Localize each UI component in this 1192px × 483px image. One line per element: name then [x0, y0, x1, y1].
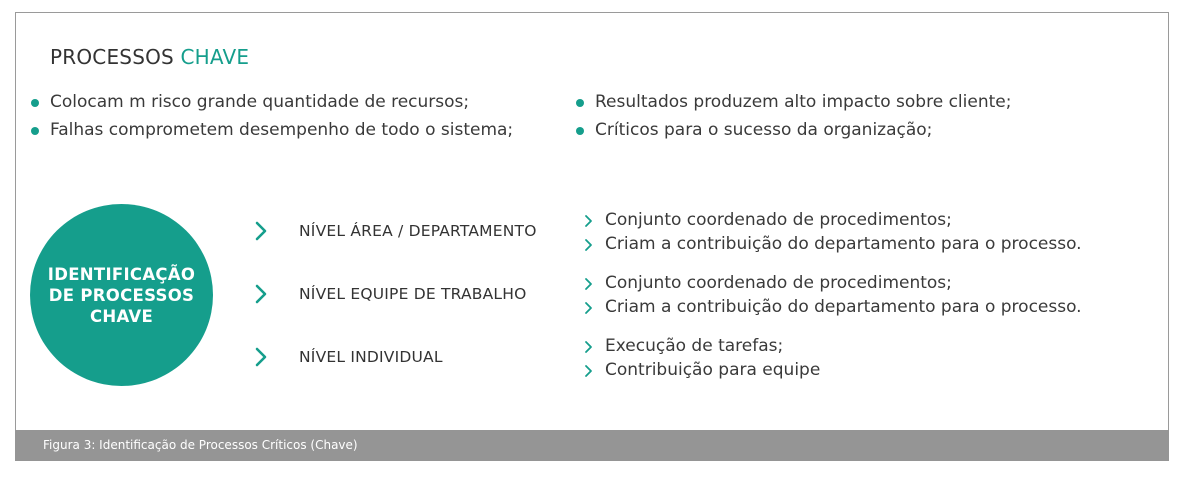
- chevron-right-icon: [584, 301, 593, 315]
- bullet-dot-icon: [576, 127, 584, 135]
- level-item-text: Conjunto coordenado de procedimentos;: [605, 273, 952, 293]
- level-item: [584, 208, 1082, 232]
- figure-caption: Figura 3: Identificação de Processos Críticos (Chave): [43, 438, 358, 452]
- bullet-dot-icon: [31, 127, 39, 135]
- chevron-right-icon: [584, 214, 593, 228]
- level-items: [584, 208, 1082, 256]
- bullet-dot-icon: [576, 99, 584, 107]
- level-item-text: Criam a contribuição do departamento para o processo.: [605, 297, 1082, 317]
- title-part-1: PROCESSOS: [50, 45, 181, 69]
- level-equipe-trabalho: [254, 271, 1164, 321]
- bullet-dot-icon: [31, 99, 39, 107]
- chevron-right-icon: [254, 220, 268, 242]
- bullet-item: [31, 88, 513, 116]
- chevron-right-icon: [584, 340, 593, 354]
- level-area-departamento: [254, 208, 1164, 258]
- bullet-list-left: [31, 88, 513, 144]
- bullet-list-right: [576, 88, 1011, 144]
- level-label: NÍVEL ÁREA / DEPARTAMENTO: [299, 222, 537, 240]
- level-item: [584, 334, 820, 358]
- bullet-item: [576, 88, 1011, 116]
- bullet-text: Resultados produzem alto impacto sobre cliente;: [595, 92, 1012, 112]
- level-items: [584, 334, 820, 382]
- bullet-item: [576, 116, 1011, 144]
- level-items: [584, 271, 1082, 319]
- level-item: [584, 232, 1082, 256]
- level-individual: [254, 334, 1164, 384]
- level-item-text: Execução de tarefas;: [605, 336, 784, 356]
- level-item: [584, 358, 820, 382]
- circle-line-1: IDENTIFICAÇÃO: [47, 264, 196, 284]
- chevron-right-icon: [584, 364, 593, 378]
- level-label: NÍVEL EQUIPE DE TRABALHO: [299, 285, 527, 303]
- chevron-right-icon: [254, 346, 268, 368]
- figure-title: [50, 45, 249, 69]
- circle-line-2: DE PROCESSOS: [48, 285, 195, 305]
- level-item-text: Conjunto coordenado de procedimentos;: [605, 210, 952, 230]
- circle-line-3: CHAVE: [89, 306, 154, 326]
- level-item-text: Contribuição para equipe: [605, 360, 821, 380]
- level-item-text: Criam a contribuição do departamento para o processo.: [605, 234, 1082, 254]
- title-part-2-accent: CHAVE: [180, 45, 250, 69]
- chevron-right-icon: [254, 283, 268, 305]
- bullet-item: [31, 116, 513, 144]
- identification-circle: [30, 204, 213, 386]
- bullet-text: Críticos para o sucesso da organização;: [595, 120, 933, 140]
- bullet-text: Falhas comprometem desempenho de todo o sistema;: [50, 120, 514, 140]
- level-item: [584, 295, 1082, 319]
- level-item: [584, 271, 1082, 295]
- chevron-right-icon: [584, 238, 593, 252]
- chevron-right-icon: [584, 277, 593, 291]
- circle-label: [37, 264, 207, 327]
- level-label: NÍVEL INDIVIDUAL: [299, 348, 443, 366]
- caption-bar: [15, 430, 1169, 461]
- bullet-text: Colocam m risco grande quantidade de recursos;: [50, 92, 470, 112]
